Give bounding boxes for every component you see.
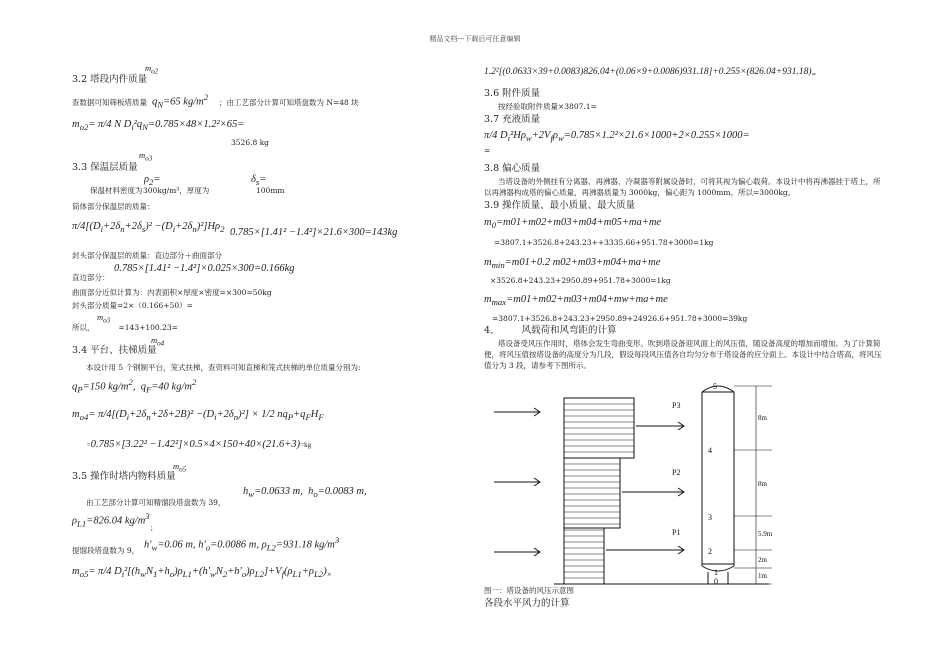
section-3-3-eq1-result: 0.785×[1.41² −1.4²]×21.6×300=143kg xyxy=(230,227,398,238)
section-3-3-line1b: 300kg/m³，厚度为 xyxy=(143,186,210,195)
wind-pressure-figure xyxy=(484,378,774,590)
section-3-3-so-symbol: $m_{o3}$ xyxy=(97,312,111,325)
pressure-profile xyxy=(564,398,634,584)
node-5: 5 xyxy=(713,382,717,391)
load-arrow-p2 xyxy=(622,488,684,496)
section-3-7-tail: = xyxy=(484,146,491,155)
top-equation: $1.2^2[(0.0633\times 39+0.0083)826.04+(0.06\times 9+0.0086)931.18]+0.255\times(826.04+931.18)_=$ xyxy=(484,67,816,79)
load-arrow-p3 xyxy=(636,422,684,430)
node-0: 0 xyxy=(714,577,718,586)
section-3-4-eq: $m_{o4}= \pi/4[(D_i+2\delta_n+2\delta+2B)^2 -(D_i+2\delta_n)^2] \times 1/2$ $nq_P+q_FH_F$ xyxy=(72,409,324,423)
section-3-3-so: 所以， =143+100.23= xyxy=(72,323,178,332)
section-3-6-title: 3.6 附件质量 xyxy=(484,88,541,99)
wind-arrow-1 xyxy=(494,408,540,416)
dim-5-9m: 5.9m xyxy=(758,530,773,538)
label-p2: P2 xyxy=(672,468,681,477)
node-2: 2 xyxy=(708,547,712,556)
section-3-5-semicolon: ； xyxy=(150,523,158,532)
section-3-2-line1b: ；由工艺部分计算可知塔盘数为 N=48 块 xyxy=(219,98,359,107)
section-3-5-hw: $h_w=0.0633$ m, $h_o=0.0083$ m, xyxy=(243,486,367,500)
section-3-3-curved: 曲面部分近似计算为：内表面积×厚度×密度=×300=50kg xyxy=(72,288,272,297)
section-3-5-equation: $m_{o5}= \pi/4$ $D_i^2[(h_wN_1+h_o)\rho_{L1}+(h'_wN_2+h'_o)\rho_{L2}]+V_f(\rho_{L1}+\rho_{L2})_\times$ xyxy=(72,566,332,580)
section-3-5-title: 3.5 操作时塔内物料质量 xyxy=(72,471,176,482)
section-3-5-rho1: $\rho_{L1}=826.04$ $kg/m^3$ xyxy=(72,511,150,529)
section-3-4-body: 本设计用 5 个钢制平台，笼式扶梯，查资料可知直梯和笼式扶梯的单位质量分别为: xyxy=(86,363,361,372)
section-3-3-line1a: 保温材料密度为 xyxy=(90,186,143,195)
mmax-value: =3807.1+3526.8+243.23+2950.89+24926.6+951.78+3000=39kg xyxy=(492,314,748,323)
section-3-3-delta: $\delta_s=$ xyxy=(251,174,267,188)
section-3-3-cap-total: 封头部分质量=2×（0.166+50）= xyxy=(72,301,193,310)
mmin-equation: $m_{min}=m01+0.2$ m02+m03+m04+ma+me xyxy=(484,257,661,271)
section-3-4-title: 3.4 平台、扶梯质量 xyxy=(72,345,157,356)
dim-1m: 1m xyxy=(758,572,767,580)
section-3-3-straight: 直边部分： xyxy=(72,273,110,282)
node-3: 3 xyxy=(708,513,712,522)
section-3-2-qn: $q_N=65$ $kg/m^2$ xyxy=(152,92,209,110)
section-3-2-title: 3.2 塔段内件质量 xyxy=(72,74,148,85)
wind-force-subheading: 各段水平风力的计算 xyxy=(484,598,570,609)
section-4-title: 4、 风载荷和风弯距的计算 xyxy=(484,325,617,336)
dim-2m: 2m xyxy=(758,556,767,564)
section-3-3-eq1: $\pi/4[(D_i+2\delta_n+2\delta_s)^2 -(D_i+2\delta_n)^2]H\rho_2$ xyxy=(72,221,225,235)
wind-arrow-2 xyxy=(494,478,540,486)
section-3-8-body: 当塔设备的外侧挂有分离器、再沸器、冷凝器等附属设备时，可将其视为偏心载荷。本设计中将再沸器挂于塔上，所以再沸器构成塔的偏心质量，再沸器质量为 3000kg，偏心距为 1000mm。所以=3000kg。 xyxy=(484,177,881,197)
section-3-4-result: =0.785×[3.22² −1.42²]×0.5×4×150+40×(21.6+3)=kg xyxy=(86,439,312,450)
section-3-4-symbol: $m_{o4}$ xyxy=(151,335,165,348)
pressure-hatching xyxy=(564,404,634,578)
section-3-7-equation: π/4 $D_i^2H\rho_w+2V_f\rho_w=0.785\times 1.2^2\times 21.6\times 1000+2\times 0.255\times 1000=$ xyxy=(484,130,750,144)
wind-arrow-3 xyxy=(494,548,540,556)
section-3-6-body: 按经验取附件质量×3807.1= xyxy=(498,102,597,111)
section-3-4-qp: $q_P=150$ $kg/m^2$, $q_F=40$ $kg/m^2$ xyxy=(72,377,197,395)
section-3-9-title: 3.9 操作质量、最小质量、最大质量 xyxy=(484,200,636,211)
page-header: 精品文档---下载后可任意编辑 xyxy=(429,35,521,43)
section-3-2-symbol: $m_{o2}$ xyxy=(145,63,159,76)
node-4: 4 xyxy=(708,446,712,455)
section-4-body: 塔设备受风压作用时，塔体会发生弯曲变形。吹到塔设备迎风面上的风压值，随设备高度的增加而增加。为了计算简便，将风压值按塔设备的高度分为几段，假设每段风压值各自均匀分布于塔设备的应分面上。本设计中结合塔高，将风压值分为 3 段，请参考下图所示。 xyxy=(484,339,882,370)
section-3-5-symbol: $m_{o5}$ xyxy=(173,461,187,474)
figure-caption: 图一：塔设备的风压示意图 xyxy=(484,586,574,595)
m0-value: =3807.1+3526.8+243.23++3335.66+951.78+3000=1kg xyxy=(494,238,714,247)
m0-equation: $m_0=m01+m02+m03+m04+m05+ma+me$ xyxy=(484,217,662,231)
label-p3: P3 xyxy=(672,401,681,410)
section-3-3-rho: $\rho_2=$ xyxy=(144,174,161,188)
section-3-3-symbol: $m_{o3}$ xyxy=(139,150,153,163)
dim-8m-mid: 8m xyxy=(758,480,767,488)
section-3-5-line2: 提馏段塔盘数为 9， xyxy=(72,546,140,555)
section-3-2-result: 3526.8 kg xyxy=(231,138,269,147)
dim-8m-top: 8m xyxy=(758,414,767,422)
section-3-2-equation: $m_{o2}= \pi/4$ N $D_i^2q_N=0.785\times 48\times 1.2^2\times 65=$ xyxy=(72,119,245,133)
section-3-3-body: 筒体部分保温层的质量： xyxy=(72,202,155,211)
section-3-3-cap-intro: 封头部分保温层的质量：直边部分＋曲面部分 xyxy=(72,251,222,260)
mmax-equation: $m_{max}=m01+m02+m03+m04+mw+ma+me$ xyxy=(484,294,668,308)
section-3-3-title: 3.3 保温层质量 xyxy=(72,162,138,173)
tower-column xyxy=(702,386,734,584)
section-3-5-hw2: $h'_w=0.06$ m, $h'_o=0.0086$ m, $\rho_{L2}=931.18$ $kg/m^3$ xyxy=(144,535,340,553)
node-1: 1 xyxy=(714,568,718,577)
section-3-3-line1c: 100mm xyxy=(256,186,285,195)
figure-labels xyxy=(672,382,773,586)
label-p1: P1 xyxy=(672,528,681,537)
section-3-3-straight-eq: 0.785×[1.41² −1.4²]×0.025×300=0.166kg xyxy=(114,263,295,274)
section-3-7-title: 3.7 充液质量 xyxy=(484,114,541,125)
section-3-2-line1a: 查数据可知筛板塔质量 xyxy=(72,98,147,107)
mmin-value: ×3526.8+243.23+2950.89+951.78+3000=1kg xyxy=(490,276,671,285)
section-3-5-line1: 由工艺部分计算可知精馏段塔盘数为 39， xyxy=(86,498,226,507)
section-3-8-title: 3.8 偏心质量 xyxy=(484,163,541,174)
load-arrow-p1 xyxy=(606,546,684,554)
